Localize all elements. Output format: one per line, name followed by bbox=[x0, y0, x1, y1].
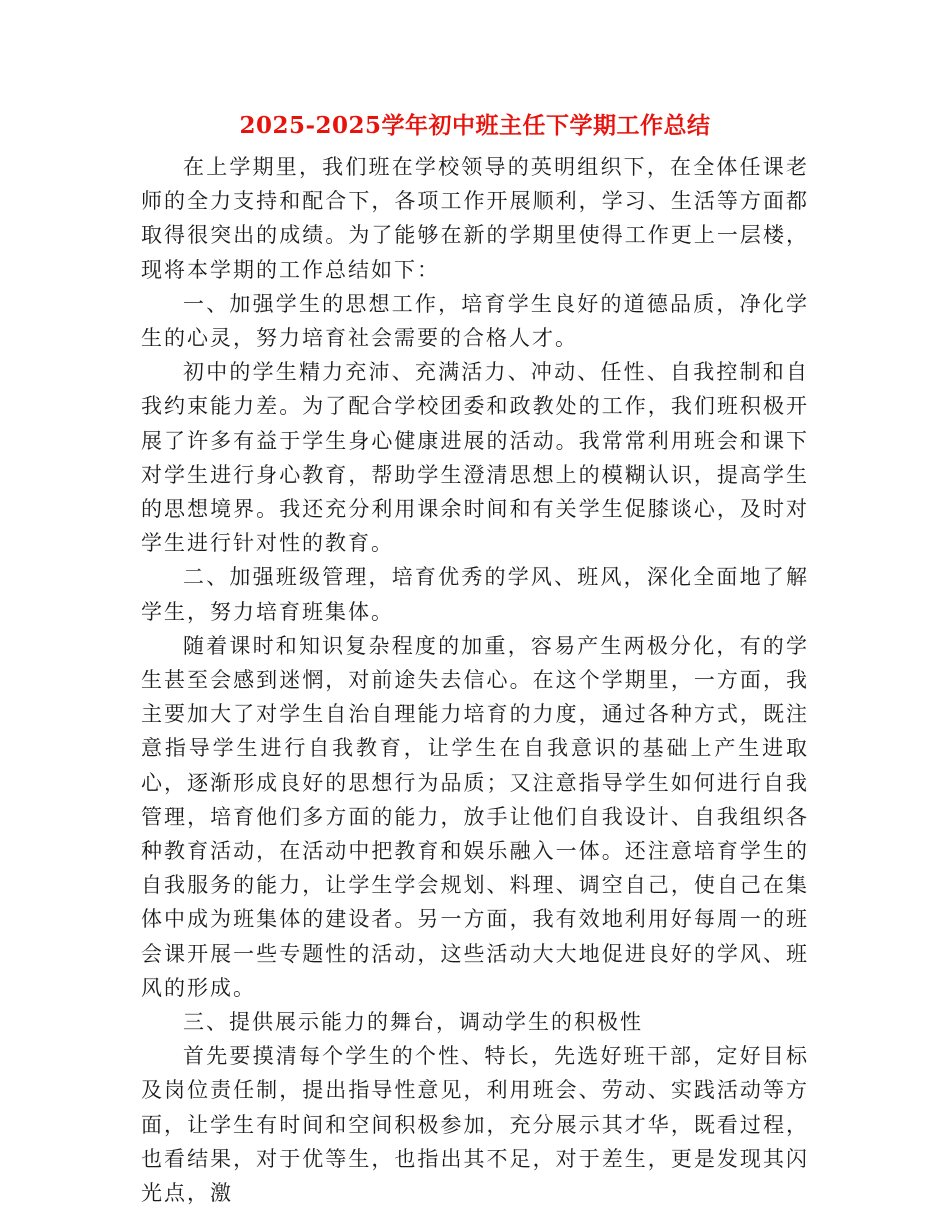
paragraph-heading-2: 二、加强班级管理，培育优秀的学风、班风，深化全面地了解学生，努力培育班集体。 bbox=[141, 565, 809, 624]
document-title: 2025-2025学年初中班主任下学期工作总结 bbox=[239, 112, 711, 139]
document-body bbox=[141, 150, 809, 1210]
paragraph-section-3: 首先要摸清每个学生的个性、特长，先选好班干部，定好目标及岗位责任制，提出指导性意见，利用班会、劳动、实践活动等方面，让学生有时间和空间积极参加，充分展示其才华，既看过程，也看结果，对于优等生，也指出其不足，对于差生，更是发现其闪光点，激 bbox=[141, 1044, 809, 1206]
paragraph-intro: 在上学期里，我们班在学校领导的英明组织下，在全体任课老师的全力支持和配合下，各项工作开展顺利，学习、生活等方面都取得很突出的成绩。为了能够在新的学期里使得工作更上一层楼，现将本学期的工作总结如下： bbox=[141, 155, 809, 282]
paragraph-heading-3: 三、提供展示能力的舞台，调动学生的积极性 bbox=[183, 1010, 643, 1035]
paragraph-section-1: 初中的学生精力充沛、充满活力、冲动、任性、自我控制和自我约束能力差。为了配合学校团委和政教处的工作，我们班积极开展了许多有益于学生身心健康进展的活动。我常常利用班会和课下对学生进行身心教育，帮助学生澄清思想上的模糊认识，提高学生的思想境界。我还充分利用课余时间和有关学生促膝谈心，及时对学生进行针对性的教育。 bbox=[141, 360, 809, 556]
paragraph-heading-1: 一、加强学生的思想工作，培育学生良好的道德品质，净化学生的心灵，努力培育社会需要的合格人才。 bbox=[141, 291, 809, 351]
paragraph-section-2: 随着课时和知识复杂程度的加重，容易产生两极分化，有的学生甚至会感到迷惘，对前途失去信心。在这个学期里，一方面，我主要加大了对学生自治自理能力培育的力度，通过各种方式，既注意指导学生进行自我教育，让学生在自我意识的基础上产生进取心，逐渐形成良好的思想行为品质；又注意指导学生如何进行自我管理，培育他们多方面的能力，放手让他们自我设计、自我组织各种教育活动，在活动中把教育和娱乐融入一体。还注意培育学生的自我服务的能力，让学生学会规划、料理、调空自己，使自己在集体中成为班集体的建设者。另一方面，我有效地利用好每周一的班会课开展一些专题性的活动，这些活动大大地促进良好的学风、班风的形成。 bbox=[141, 633, 809, 1000]
